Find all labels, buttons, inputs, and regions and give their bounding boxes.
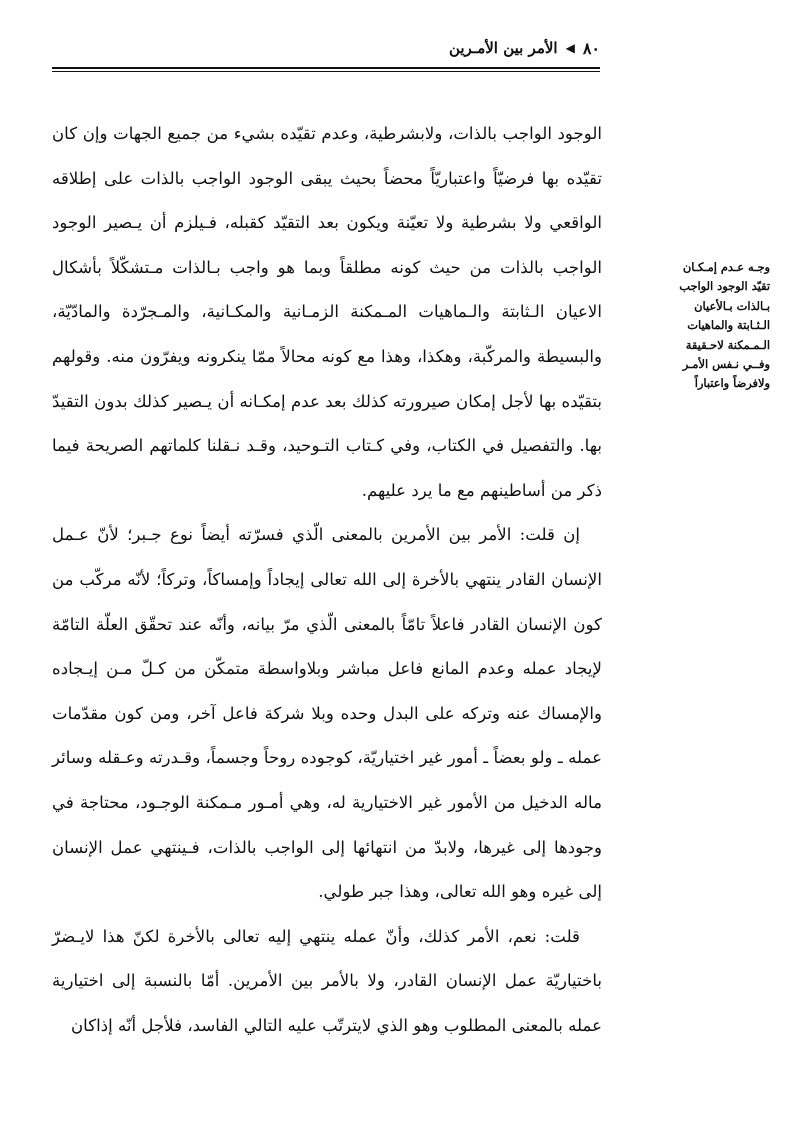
header-rule-thick [52,67,600,69]
triangle-marker-icon: ◀ [565,41,575,55]
margin-note-line: الـثـابتة والماهيات [687,318,770,333]
paragraph: إن قلت: الأمر بين الأمرين بالمعنى الّذي فسرّته أيضاً نوع جـبر؛ لأنّ عـمل الإنسان القادر ينتهي بالأخرة إلى الله تعالى إيجاداً وإمساكاً، وتركاً؛ لأنّه مركّب من كون الإنسان القادر فاعلاً تامّاً بالمعنى الّذي مرّ بيانه، وأنّه عند تحقّق العلّة التامّة لإيجاد عمله وعدم المانع فاعل مباشر وبلاواسطة متمكّن من كـلّ مـن إيـجاده والإمساك عنه وتركه على البدل وحده وبلا شركة فاعل آخر، ومن كون مقدّمات عمله ـ ولو بعضاً ـ أمور غير اختياريّة، كوجوده روحاً وجسماً، وقـدرته وعـقله وسائر ماله الدخيل من الأمور غير الاختيارية له، وهي أمـور مـمكنة الوجـود، محتاجة في وجودها إلى غيرها، ولابدّ من انتهائها إلى الواجب بالذات، فـينتهي عمل الإنسان إلى غيره وهو الله تعالى، وهذا جبر طولي. [52,525,602,902]
paragraph: قلت: نعم، الأمر كذلك، وأنّ عمله ينتهي إليه تعالى بالأخرة لكنّ هذا لايـضرّ باختياريّة عمل الإنسان القادر، ولا بالأمر بين الأمرين. أمّا بالنسبة إلى اختيارية عمله بالمعنى المطلوب وهو الذي لايترتّب عليه التالي الفاسد، فلأجل أنّه إذاكان [52,926,602,1035]
paragraph: الوجود الواجب بالذات، ولابشرطية، وعدم تقيّده بشيء من جميع الجهات وإن كان تقيّده بها فرضيّاً واعتباريّاً محضاً بحيث يبقى الوجود الواجب بالذات على إطلاقه الواقعي ولا بشرطية ولا تعيّنة ويكون بعد التقيّد كقبله، فـيلزم أن يـصير الوجود الواجب بالذات من حيث كونه مطلقاً وبما هو واجب بـالذات مـتشكّلاً بأشكال الاعيان الـثابتة والـماهيات المـمكنة الزمـانية والمكـانية، والمـجرّدة والمادّيّة، والبسيطة والمركّبة، وهكذا، وهذا مع كونه محالاً ممّا ينكرونه ويفرّون منه. وقولهم بتقيّده بها لأجل إمكان صيرورته كذلك بعد عدم إمكـانه أن يـصير كذلك بدون التقيدّ بها. والتفصيل في الكتاب، وفي كـتاب التـوحيد، وقـد نـقلنا كلماتهم الصريحة فيما ذكر من أساطينهم مع ما يرد عليهم. [52,124,602,500]
page-number: ٨٠ [582,38,600,58]
margin-note-line: وفــي نـفس الأمـر [682,357,770,372]
margin-note-line: بـالذات بـالأعيان [694,298,770,313]
margin-note-line: الـمـمكنة لاحـقيقة [685,337,770,352]
margin-note-line: تقيّد الوجود الواجب [679,279,770,294]
running-title: الأمر بين الأمـرين [448,39,558,57]
header-rule-thin [52,71,600,72]
margin-note [646,258,770,394]
body-text [52,112,602,1048]
running-header [54,36,600,60]
margin-note-line: وجـه عـدم إمـكـان [682,260,770,274]
margin-note-line: ولافرضاً واعتباراً [694,376,770,391]
